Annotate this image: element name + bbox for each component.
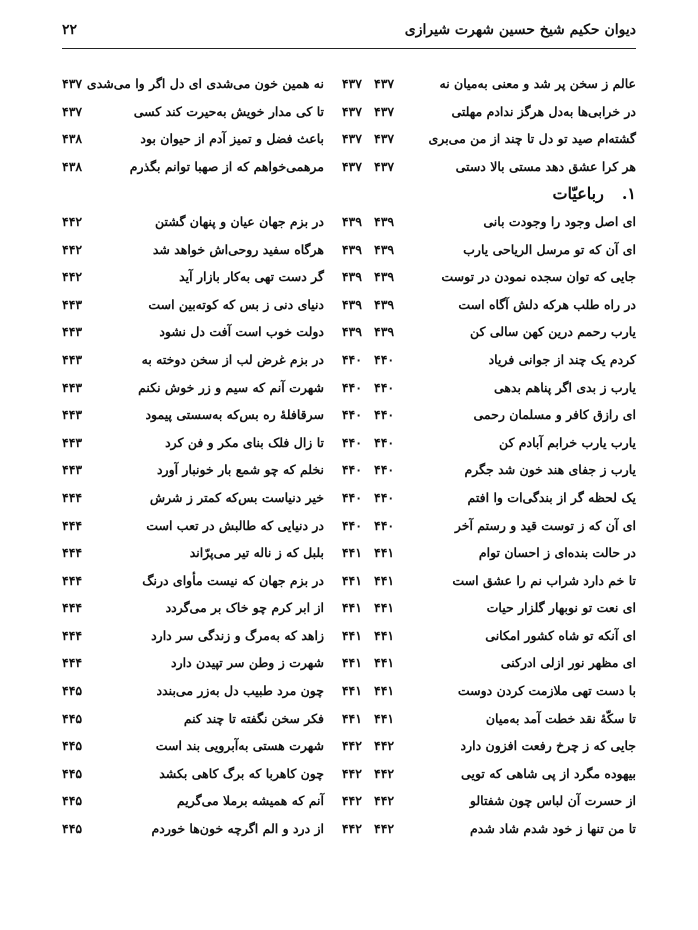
entry-page: ۴۴۳ (62, 407, 83, 423)
entry-title: یک لحظه گر از بندگی‌ات وا افتم (467, 489, 636, 505)
entry-number: ۴۴۱ (374, 655, 395, 671)
toc-row (374, 760, 636, 788)
entry-title: عالم ز سخن پر شد و معنی به‌میان نه (439, 76, 636, 91)
entry-title: با دست تهی ملازمت کردن دوست (457, 683, 636, 699)
right-top-rows (374, 70, 636, 180)
entry-number: ۴۴۲ (374, 793, 395, 809)
entry-number: ۴۴۱ (374, 710, 395, 726)
entry-page: ۴۴۲ (62, 269, 83, 285)
toc-row (62, 787, 362, 815)
entry-title: گشته‌ام صید تو دل تا چند از من می‌بری (428, 131, 636, 147)
entry-number: ۴۳۷ (341, 76, 362, 91)
toc-row (62, 346, 362, 374)
entry-title: در بزم جهان که نیست مأوای درنگ (142, 572, 324, 588)
toc-row (374, 815, 636, 843)
entry-page: ۴۴۴ (62, 655, 83, 671)
entry-number: ۴۳۹ (374, 269, 395, 285)
entry-page: ۴۳۷ (62, 76, 83, 91)
entry-number: ۴۳۷ (341, 103, 362, 119)
entry-number: ۴۳۷ (374, 103, 395, 119)
entry-page: ۴۴۲ (62, 241, 83, 257)
section-title: رباعیّات (552, 184, 604, 204)
entry-number: ۴۳۹ (341, 296, 362, 312)
entry-number: ۴۳۹ (341, 324, 362, 340)
toc-row (374, 705, 636, 733)
entry-title: سرقافلهٔ ره بس‌که به‌سستی پیمود (145, 407, 324, 423)
entry-title: در بزم جهان عیان و پنهان گشتن (155, 213, 324, 229)
section-gap (62, 180, 362, 208)
entry-number: ۴۴۲ (374, 738, 395, 754)
entry-number: ۴۴۰ (374, 407, 395, 423)
entry-title: شهرت آنم که سیم و زر خوش نکنم (138, 379, 324, 395)
entry-page: ۴۴۵ (62, 683, 83, 699)
toc-left-column (62, 70, 362, 843)
toc-row (62, 760, 362, 788)
left-rows (62, 208, 362, 843)
entry-number: ۴۴۱ (341, 683, 362, 699)
entry-number: ۴۳۹ (374, 213, 395, 229)
entry-title: ای نعت تو نوبهار گلزار حیات (486, 600, 636, 616)
toc-row (374, 649, 636, 677)
entry-title: یارب ز بدی اگر پناهم بدهی (493, 379, 636, 395)
entry-number: ۴۴۲ (341, 738, 362, 754)
entry-number: ۴۴۱ (374, 545, 395, 561)
toc-row (62, 374, 362, 402)
entry-page: ۴۴۴ (62, 572, 83, 588)
entry-number: ۴۴۲ (374, 821, 395, 837)
entry-title: در راه طلب هرکه دلش آگاه است (458, 296, 636, 312)
page-header (62, 22, 636, 49)
entry-number: ۴۴۲ (341, 821, 362, 837)
entry-title: هرگاه سفید روحی‌اش خواهد شد (152, 241, 324, 257)
toc-row (374, 70, 636, 98)
entry-title: یارب رحمم درین کهن سالی کن (470, 324, 636, 340)
entry-page: ۴۳۸ (62, 158, 83, 174)
entry-number: ۴۴۰ (374, 379, 395, 395)
entry-number: ۴۳۹ (374, 241, 395, 257)
entry-page: ۴۴۴ (62, 517, 83, 533)
entry-page: ۴۴۳ (62, 324, 83, 340)
entry-title: بلبل که ز ناله تیر می‌پرّاند (189, 545, 324, 561)
entry-number: ۴۳۹ (341, 269, 362, 285)
toc-row (62, 70, 362, 98)
entry-number: ۴۴۰ (374, 489, 395, 505)
entry-number: ۴۴۲ (374, 765, 395, 781)
entry-number: ۴۴۰ (374, 462, 395, 478)
entry-number: ۴۳۹ (341, 241, 362, 257)
entry-title: ای آن که ز توست قید و رستم آخر (454, 517, 636, 533)
entry-number: ۴۴۰ (374, 434, 395, 450)
page-number: ۲۲ (62, 22, 78, 38)
toc-row (62, 236, 362, 264)
entry-number: ۴۳۷ (341, 158, 362, 174)
entry-title: ای مظهر نور ازلی ادرکنی (500, 655, 636, 671)
entry-page: ۴۴۳ (62, 351, 83, 367)
toc-row (374, 374, 636, 402)
entry-title: تا من تنها ز خود شدم شاد شدم (470, 821, 636, 837)
toc-right-column (374, 70, 636, 843)
entry-page: ۴۳۸ (62, 131, 83, 147)
toc-row (374, 512, 636, 540)
toc-row (62, 153, 362, 181)
entry-page: ۴۴۵ (62, 710, 83, 726)
entry-number: ۴۴۱ (374, 683, 395, 699)
section-number: ۱. (621, 184, 636, 204)
entry-title: گر دست تهی به‌کار بازار آید (179, 269, 324, 285)
toc-row (374, 236, 636, 264)
toc-row (374, 263, 636, 291)
entry-number: ۴۴۱ (341, 600, 362, 616)
toc-row (374, 484, 636, 512)
entry-number: ۴۴۲ (341, 765, 362, 781)
entry-page: ۴۴۵ (62, 821, 83, 837)
toc-row (374, 318, 636, 346)
toc-row (374, 456, 636, 484)
entry-title: از ابر کرم چو خاک بر می‌گردد (165, 600, 324, 616)
entry-number: ۴۴۰ (341, 407, 362, 423)
toc-row (374, 539, 636, 567)
entry-number: ۴۳۷ (374, 131, 395, 147)
entry-number: ۴۴۱ (374, 600, 395, 616)
entry-title: زاهد که به‌مرگ و زندگی سر دارد (151, 627, 324, 643)
toc-row (62, 98, 362, 126)
toc-row (62, 208, 362, 236)
entry-title: ای آن که تو مرسل الریاحی یارب (463, 241, 636, 257)
entry-page: ۴۴۵ (62, 793, 83, 809)
entry-number: ۴۴۱ (341, 710, 362, 726)
toc-row (62, 622, 362, 650)
toc-row (374, 787, 636, 815)
toc-row (62, 512, 362, 540)
entry-title: از درد و الم اگرچه خون‌ها خوردم (151, 821, 324, 837)
entry-page: ۴۴۵ (62, 738, 83, 754)
entry-page: ۴۴۳ (62, 379, 83, 395)
entry-page: ۴۴۴ (62, 489, 83, 505)
entry-number: ۴۴۰ (341, 517, 362, 533)
toc-row (62, 815, 362, 843)
entry-page: ۴۴۴ (62, 600, 83, 616)
entry-title: در حالت بنده‌ای ز احسان توام (478, 545, 636, 561)
entry-title: نخلم که چو شمع بار خونبار آورد (156, 462, 324, 478)
entry-number: ۴۴۲ (341, 793, 362, 809)
entry-title: چون مرد طبیب دل به‌زر می‌بندد (156, 683, 324, 699)
entry-number: ۴۳۹ (374, 324, 395, 340)
entry-title: تا کی مدار خویش به‌حیرت کند کسی (133, 103, 324, 119)
entry-title: شهرت ز وطن سر تپیدن دارد (171, 655, 324, 671)
toc-row (374, 291, 636, 319)
entry-title: تا زال فلک بنای مکر و فن کرد (165, 434, 324, 450)
entry-title: یارب ز جفای هند خون شد جگرم (464, 462, 636, 478)
entry-title: تا خم دارد شراب نم را عشق است (452, 572, 636, 588)
entry-title: باعث فضل و تمیز آدم از حیوان بود (140, 131, 324, 147)
entry-number: ۴۴۱ (374, 572, 395, 588)
entry-number: ۴۳۹ (341, 213, 362, 229)
entry-number: ۴۴۰ (341, 462, 362, 478)
entry-title: در خرابی‌ها به‌دل هرگز ندادم مهلتی (451, 103, 636, 119)
toc-row (374, 594, 636, 622)
entry-title: بیهوده مگرد از پی شاهی که تویی (461, 765, 636, 781)
section-heading (374, 180, 636, 208)
entry-number: ۴۳۹ (374, 296, 395, 312)
entry-title: ای آنکه تو شاه کشور امکانی (485, 627, 636, 643)
toc-row (62, 456, 362, 484)
toc-row (62, 401, 362, 429)
entry-number: ۴۴۰ (341, 489, 362, 505)
entry-title: هر کرا عشق دهد مستی بالا دستی (455, 158, 636, 174)
right-rows (374, 208, 636, 843)
toc-row (62, 484, 362, 512)
entry-number: ۴۴۰ (341, 351, 362, 367)
toc-row (62, 705, 362, 733)
entry-title: ای رازق کافر و مسلمان رحمی (473, 407, 636, 423)
entry-number: ۴۴۱ (341, 655, 362, 671)
entry-title: ای اصل وجود را وجودت بانی (483, 213, 636, 229)
entry-title: خیر دنیاست بس‌که کمتر ز شرش (149, 489, 324, 505)
toc-row (62, 594, 362, 622)
toc-row (62, 677, 362, 705)
toc-row (62, 732, 362, 760)
entry-title: نه همین خون می‌شدی ای دل اگر وا می‌شدی (86, 76, 324, 91)
toc-row (374, 208, 636, 236)
toc-row (62, 429, 362, 457)
entry-title: یارب یارب خرابم آبادم کن (498, 434, 636, 450)
entry-title: جایی که توان سجده نمودن در توست (441, 269, 636, 285)
entry-title: مرهمی‌خواهم که از صهبا توانم بگذرم (129, 158, 324, 174)
entry-title: دولت خوب است آفت دل نشود (159, 324, 324, 340)
entry-page: ۴۳۷ (62, 103, 83, 119)
running-title: دیوان حکیم شیخ حسین شهرت شیرازی (404, 22, 636, 38)
entry-number: ۴۴۰ (374, 517, 395, 533)
left-top-rows (62, 70, 362, 180)
toc-row (62, 318, 362, 346)
toc-row (374, 401, 636, 429)
toc-row (62, 539, 362, 567)
toc-row (374, 622, 636, 650)
entry-page: ۴۴۵ (62, 765, 83, 781)
entry-page: ۴۴۴ (62, 545, 83, 561)
entry-number: ۴۳۷ (374, 76, 395, 91)
toc-row (62, 291, 362, 319)
toc-row (374, 346, 636, 374)
toc-row (374, 98, 636, 126)
entry-number: ۴۴۰ (341, 434, 362, 450)
entry-page: ۴۴۳ (62, 462, 83, 478)
toc-row (374, 677, 636, 705)
entry-number: ۴۴۱ (341, 627, 362, 643)
entry-number: ۴۳۷ (374, 158, 395, 174)
entry-page: ۴۴۴ (62, 627, 83, 643)
toc-row (374, 153, 636, 181)
entry-number: ۴۴۰ (374, 351, 395, 367)
toc-row (62, 125, 362, 153)
entry-title: از حسرت آن لباس چون شفتالو (469, 793, 636, 809)
entry-title: تا سکّهٔ نقد خطت آمد به‌میان (485, 710, 636, 726)
toc-row (62, 567, 362, 595)
entry-number: ۴۴۱ (374, 627, 395, 643)
entry-page: ۴۴۲ (62, 213, 83, 229)
toc-row (62, 263, 362, 291)
entry-page: ۴۴۳ (62, 296, 83, 312)
entry-number: ۴۳۷ (341, 131, 362, 147)
entry-title: جایی که ز چرخ رفعت افزون دارد (460, 738, 636, 754)
toc-row (374, 567, 636, 595)
entry-title: کردم یک چند از جوانی فریاد (488, 351, 636, 367)
entry-title: چون کاهربا که برگ کاهی بکشد (159, 765, 324, 781)
entry-title: در بزم غرض لب از سخن دوخته به (141, 351, 324, 367)
entry-number: ۴۴۰ (341, 379, 362, 395)
entry-number: ۴۴۱ (341, 572, 362, 588)
entry-title: در دنیایی که طالبش در تعب است (146, 517, 324, 533)
entry-page: ۴۴۳ (62, 434, 83, 450)
entry-title: آنم که همیشه برملا می‌گریم (176, 793, 324, 809)
toc-row (374, 429, 636, 457)
toc-row (374, 732, 636, 760)
entry-title: دنیای دنی ز بس که کوته‌بین است (148, 296, 324, 312)
toc-row (62, 649, 362, 677)
entry-number: ۴۴۱ (341, 545, 362, 561)
toc-row (374, 125, 636, 153)
entry-title: شهرت هستی به‌آبرویی بند است (155, 738, 324, 754)
entry-title: فکر سخن نگفته تا چند کنم (183, 710, 324, 726)
